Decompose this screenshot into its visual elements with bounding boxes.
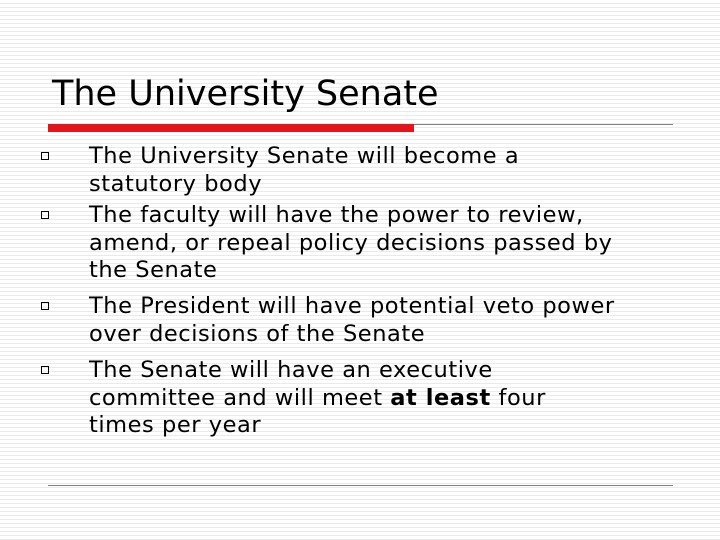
bullet-text: committee and will meet: [89, 384, 391, 411]
footer-divider-line: [48, 485, 673, 486]
emphasis-text: at least: [390, 384, 491, 411]
hollow-square-bullet-icon: [41, 366, 49, 374]
title-accent-rule: [48, 124, 414, 132]
bullet-line-mixed: [89, 385, 679, 413]
bullet-line: the Senate: [89, 257, 218, 283]
title-divider-line: [414, 124, 673, 125]
bullet-line: The University Senate will become a: [89, 143, 520, 169]
hollow-square-bullet-icon: [41, 152, 49, 160]
hollow-square-bullet-icon: [41, 211, 49, 219]
bullet-text: four: [490, 384, 546, 411]
hollow-square-bullet-icon: [41, 302, 49, 310]
bullet-line: The President will have potential veto power: [89, 293, 615, 319]
bullet-line: times per year: [89, 412, 262, 438]
bullet-line: over decisions of the Senate: [89, 320, 426, 347]
slide-title: The University Senate: [52, 74, 439, 114]
bullet-line: The Senate will have an executive: [89, 357, 493, 383]
bullet-line: statutory body: [89, 170, 263, 197]
bullet-line: amend, or repeal policy decisions passed by: [89, 229, 613, 256]
bullet-line: The faculty will have the power to review,: [89, 202, 584, 228]
